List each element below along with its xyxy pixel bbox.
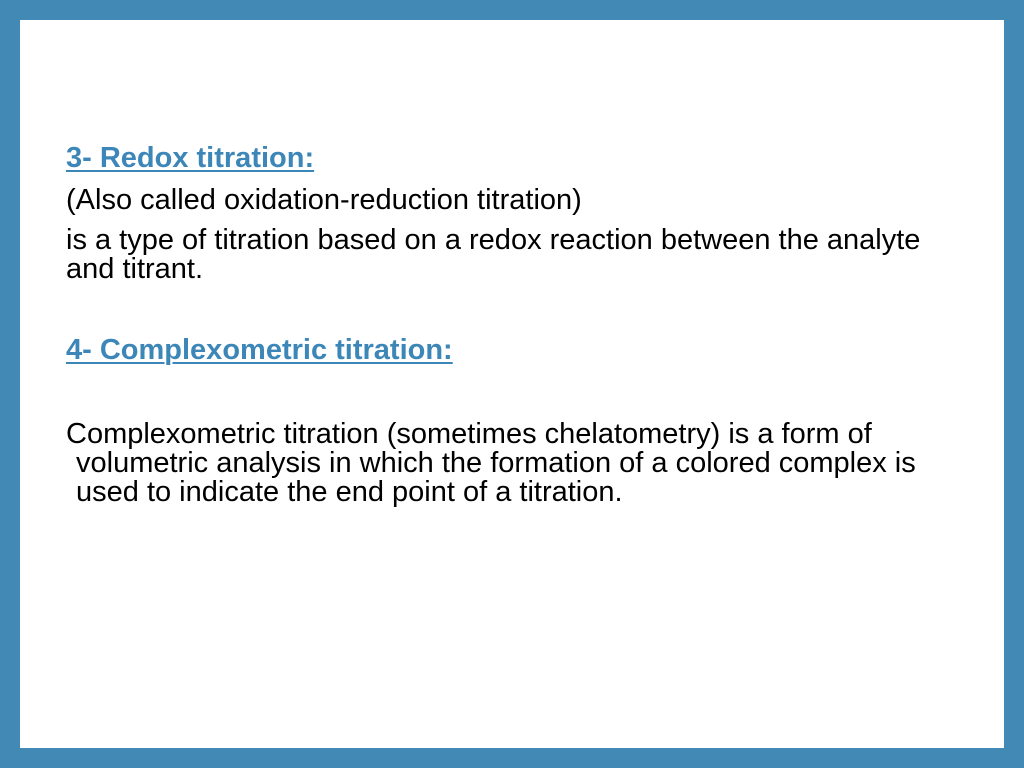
- slide-content: [66, 138, 966, 507]
- section-heading-redox-titration: 3- Redox titration:: [66, 142, 315, 174]
- redox-definition: is a type of titration based on a redox reaction between the analyte and titrant.: [66, 224, 921, 285]
- complexometric-definition: Complexometric titration (sometimes chelatometry) is a form of volumetric analysis in which the formation of a colored complex is used to indicate the end point of a titration.: [66, 418, 916, 508]
- section-heading-complexometric-titration: 4- Complexometric titration:: [66, 334, 453, 366]
- redox-alt-name: (Also called oxidation-reduction titration): [66, 184, 582, 216]
- slide-canvas: [20, 20, 1004, 748]
